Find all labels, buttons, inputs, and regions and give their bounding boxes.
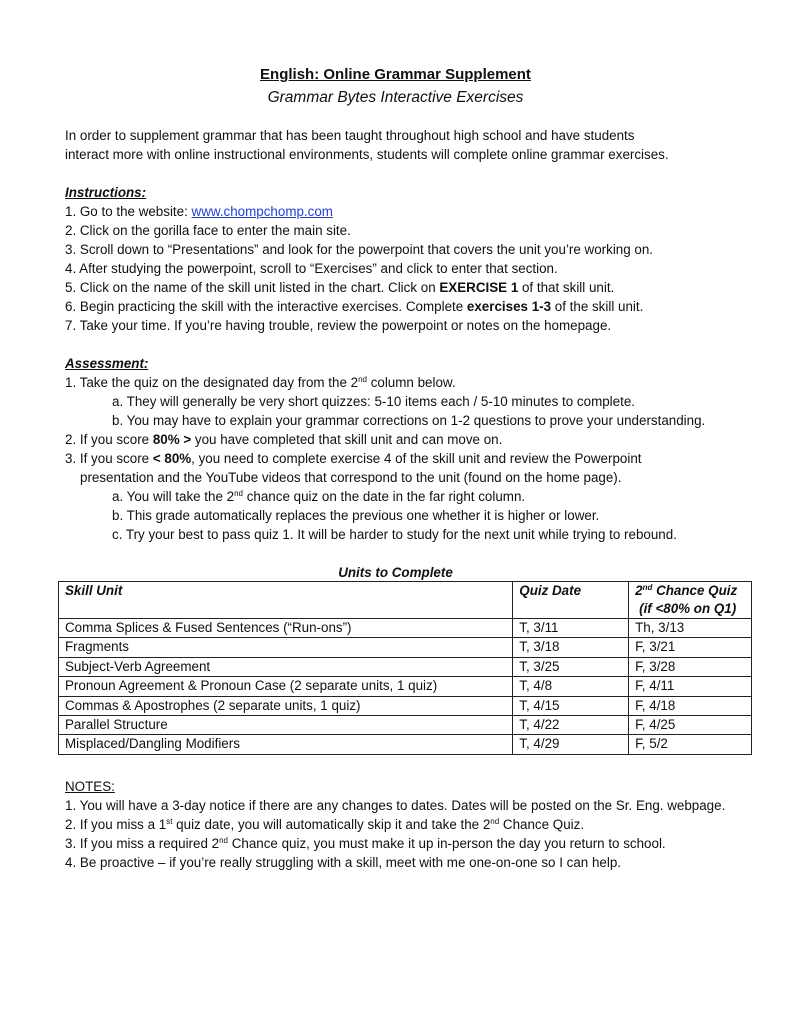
item-3-c: , you need to complete exercise 4 of the skill unit and review the Powerpoint <box>191 451 642 466</box>
cell-unit: Commas & Apostrophes (2 separate units, 1 quiz) <box>59 696 513 715</box>
cell-unit: Subject-Verb Agreement <box>59 657 513 676</box>
table-header-row <box>59 582 752 619</box>
instruction-step-2: 2. Click on the gorilla face to enter the main site. <box>65 223 351 238</box>
assessment-item-2 <box>65 431 502 449</box>
header-second-num: 2 <box>635 583 643 598</box>
cell-quiz: T, 3/18 <box>513 638 629 657</box>
cell-second: F, 3/21 <box>629 638 752 657</box>
cell-second: F, 3/28 <box>629 657 752 676</box>
page-subtitle: Grammar Bytes Interactive Exercises <box>267 89 524 106</box>
header-second-chance <box>629 582 752 619</box>
cell-unit: Parallel Structure <box>59 715 513 734</box>
cell-unit: Pronoun Agreement & Pronoun Case (2 separate units, 1 quiz) <box>59 677 513 696</box>
item-3-b: < 80% <box>152 451 192 466</box>
table-title: Units to Complete <box>338 565 453 580</box>
notes-heading: NOTES: <box>65 779 115 794</box>
table-row <box>59 696 752 715</box>
item-1-b: column below. <box>366 375 456 390</box>
intro-line-2: interact more with online instructional environments, students will complete online grammar exercises. <box>65 147 669 162</box>
cell-unit: Fragments <box>59 638 513 657</box>
step-6-c: of the skill unit. <box>551 299 644 314</box>
item-2-a: 2. If you score <box>65 432 153 447</box>
cell-quiz: T, 3/25 <box>513 657 629 676</box>
step-6-a: 6. Begin practicing the skill with the interactive exercises. Complete <box>65 299 467 314</box>
cell-second: F, 4/18 <box>629 696 752 715</box>
assessment-item-3 <box>65 450 642 468</box>
item-2-b: 80% > <box>152 432 192 447</box>
cell-second: F, 4/25 <box>629 715 752 734</box>
table-row <box>59 677 752 696</box>
item-3a-sup: nd <box>234 489 243 498</box>
instruction-step-1 <box>65 203 333 221</box>
note-2 <box>65 816 584 834</box>
table-row <box>59 715 752 734</box>
item-3-a: 3. If you score <box>65 451 153 466</box>
cell-quiz: T, 4/15 <box>513 696 629 715</box>
note-4: 4. Be proactive – if you’re really struggling with a skill, meet with me one-on-one so I can help. <box>65 855 621 870</box>
cell-second: F, 5/2 <box>629 735 752 754</box>
step-5-a: 5. Click on the name of the skill unit listed in the chart. Click on <box>65 280 440 295</box>
item-3a-b: chance quiz on the date in the far right column. <box>243 489 526 504</box>
note-1: 1. You will have a 3-day notice if there are any changes to dates. Dates will be posted on the Sr. Eng. webpage. <box>65 798 726 813</box>
note-2-sup-2: nd <box>490 817 500 826</box>
assessment-item-1 <box>65 374 456 392</box>
instruction-step-6 <box>65 298 643 316</box>
header-quiz-date: Quiz Date <box>513 582 629 619</box>
note-2-sup-1: st <box>166 817 173 826</box>
step-5-c: of that skill unit. <box>518 280 615 295</box>
header-skill-unit: Skill Unit <box>59 582 513 619</box>
note-3-sup: nd <box>219 836 228 845</box>
page-title: English: Online Grammar Supplement <box>260 66 531 83</box>
item-1-sup: nd <box>358 375 367 384</box>
table-row <box>59 619 752 638</box>
chompchomp-link[interactable]: www.chompchomp.com <box>191 204 333 219</box>
instruction-step-7: 7. Take your time. If you’re having trouble, review the powerpoint or notes on the homepage. <box>65 318 612 333</box>
units-table <box>58 581 752 755</box>
instruction-step-5 <box>65 279 614 297</box>
instruction-step-3: 3. Scroll down to “Presentations” and look for the powerpoint that covers the unit you’re working on. <box>65 242 654 257</box>
step-1-text: 1. Go to the website: <box>65 204 192 219</box>
assessment-item-1a: a. They will generally be very short quizzes: 5-10 items each / 5-10 minutes to complete. <box>112 394 635 409</box>
item-2-c: you have completed that skill unit and can move on. <box>191 432 503 447</box>
table-row <box>59 638 752 657</box>
cell-quiz: T, 3/11 <box>513 619 629 638</box>
instruction-step-4: 4. After studying the powerpoint, scroll to “Exercises” and click to enter that section. <box>65 261 558 276</box>
assessment-item-3-cont: presentation and the YouTube videos that correspond to the unit (found on the home page). <box>80 470 622 485</box>
cell-second: F, 4/11 <box>629 677 752 696</box>
table-row <box>59 735 752 754</box>
cell-quiz: T, 4/29 <box>513 735 629 754</box>
step-5-b: EXERCISE 1 <box>439 280 519 295</box>
intro-line-1: In order to supplement grammar that has been taught throughout high school and have students <box>65 128 635 143</box>
step-6-b: exercises 1-3 <box>466 299 552 314</box>
note-2-c: Chance Quiz. <box>499 817 585 832</box>
note-2-a: 2. If you miss a 1 <box>65 817 167 832</box>
cell-unit: Misplaced/Dangling Modifiers <box>59 735 513 754</box>
header-second-a: Chance Quiz <box>652 583 738 598</box>
cell-quiz: T, 4/8 <box>513 677 629 696</box>
table-row <box>59 657 752 676</box>
item-3a-a: a. You will take the 2 <box>112 489 235 504</box>
assessment-item-1b: b. You may have to explain your grammar corrections on 1-2 questions to prove your understanding. <box>112 413 706 428</box>
assessment-item-3c: c. Try your best to pass quiz 1. It will be harder to study for the next unit while trying to rebound. <box>112 527 677 542</box>
note-3-a: 3. If you miss a required 2 <box>65 836 220 851</box>
instructions-heading: Instructions: <box>65 185 147 200</box>
cell-quiz: T, 4/22 <box>513 715 629 734</box>
assessment-item-3b: b. This grade automatically replaces the previous one whether it is higher or lower. <box>112 508 600 523</box>
header-second-b: (if <80% on Q1) <box>639 601 737 616</box>
assessment-item-3a <box>112 488 525 506</box>
assessment-heading: Assessment: <box>65 356 149 371</box>
cell-unit: Comma Splices & Fused Sentences (“Run-ons”) <box>59 619 513 638</box>
note-3 <box>65 835 666 853</box>
note-3-b: Chance quiz, you must make it up in-person the day you return to school. <box>227 836 666 851</box>
cell-second: Th, 3/13 <box>629 619 752 638</box>
header-second-sup: nd <box>642 583 653 592</box>
note-2-b: quiz date, you will automatically skip it and take the 2 <box>172 817 491 832</box>
item-1-a: 1. Take the quiz on the designated day from the 2 <box>65 375 359 390</box>
